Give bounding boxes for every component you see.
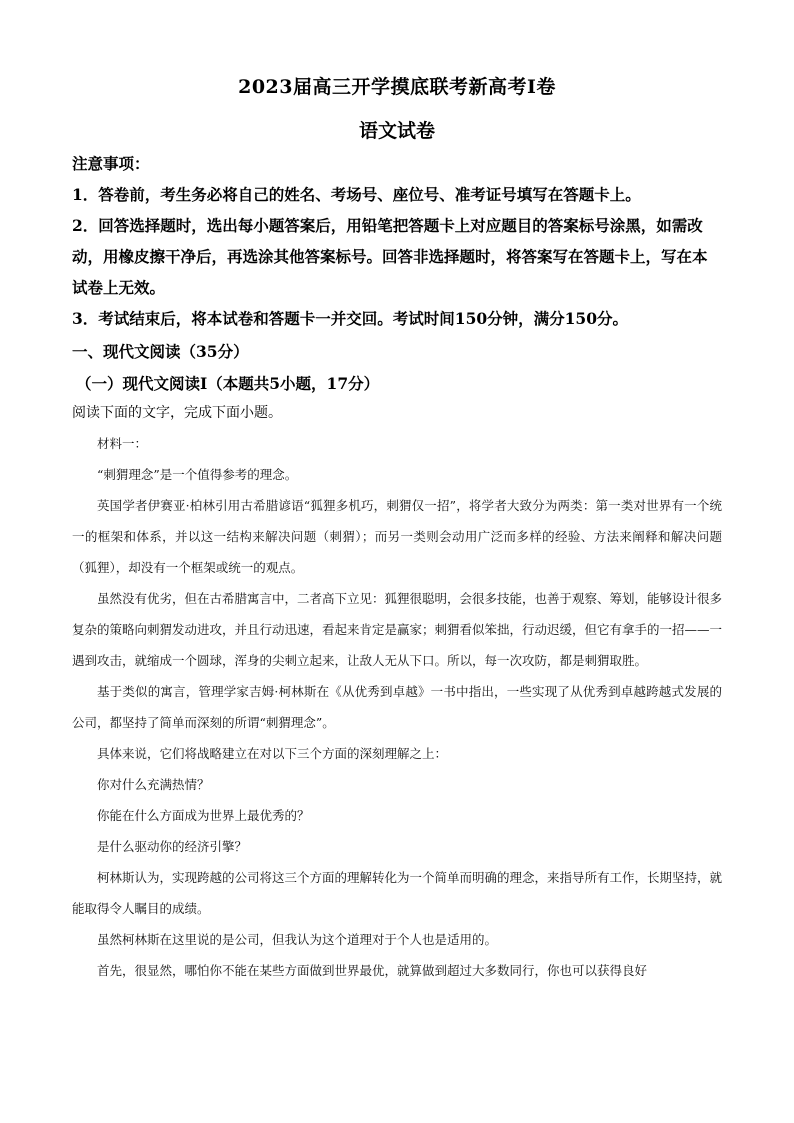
- passage-paragraph: 是什么驱动你的经济引擎？: [97, 839, 248, 854]
- passage-paragraph: 虽然没有优劣，但在古希腊寓言中，二者高下立见：狐狸很聪明，会很多技能，也善于观察、筹划，能够设计很多复杂的策略向刺猬发动进攻，并且行动迅速，看起来肯定是赢家；刺猬看似笨拙，行动迟缓，但它有拿手的一招——一遇到攻击，就缩成一个圆球，浑身的尖刺立起来，让敌人无从下口。所以，每一次攻防，都是刺猬取胜。: [72, 591, 723, 668]
- passage-paragraph: 柯林斯认为，实现跨越的公司将这三个方面的理解转化为一个简单而明确的理念，来指导所有工作，长期坚持，就能取得令人瞩目的成绩。: [72, 870, 723, 916]
- passage-paragraph: 材料一：: [97, 436, 148, 451]
- exam-title: 2023届高三开学摸底联考新高考Ⅰ卷: [238, 76, 556, 98]
- passage-paragraph: 你能在什么方面成为世界上最优秀的？: [97, 808, 310, 823]
- passage-paragraph: 虽然柯林斯在这里说的是公司，但我认为这个道理对于个人也是适用的。: [97, 932, 498, 947]
- reading-passage: [72, 428, 722, 986]
- passage-paragraph: “刺猬理念”是一个值得参考的理念。: [97, 467, 298, 482]
- reading-instruction: 阅读下面的文字，完成下面小题。: [72, 405, 282, 421]
- passage-paragraph: 英国学者伊赛亚·柏林引用古希腊谚语“狐狸多机巧，刺猬仅一招”，将学者大致分为两类：第一类对世界有一个统一的框架和体系，并以这一结构来解决问题（刺猬）；而另一类则会动用广泛而多样的经验、方法来阐释和解决问题（狐狸），却没有一个框架或统一的观点。: [72, 498, 722, 575]
- notes-item-2: 2．回答选择题时，选出每小题答案后，用铅笔把答题卡上对应题目的答案标号涂黑，如需改动，用橡皮擦干净后，再选涂其他答案标号。回答非选择题时，将答案写在答题卡上，写在本试卷上无效。: [72, 216, 708, 297]
- notes-block: [72, 148, 722, 334]
- section-heading: 一、现代文阅读（35分）: [72, 342, 249, 361]
- exam-subtitle: 语文试卷: [358, 120, 435, 142]
- notes-item-3: 3．考试结束后，将本试卷和答题卡一并交回。考试时间150分钟，满分150分。: [72, 309, 628, 328]
- notes-heading: 注意事项：: [72, 154, 150, 173]
- passage-paragraph: 首先，很显然，哪怕你不能在某些方面做到世界最优，就算做到超过大多数同行，你也可以获得良好: [97, 963, 648, 978]
- notes-item-1: 1．答卷前，考生务必将自己的姓名、考场号、座位号、准考证号填写在答题卡上。: [72, 185, 641, 204]
- passage-paragraph: 你对什么充满热情？: [97, 777, 210, 792]
- passage-paragraph: 具体来说，它们将战略建立在对以下三个方面的深刻理解之上：: [97, 746, 448, 761]
- subsection-heading: （一）现代文阅读Ⅰ（本题共5小题，17分）: [76, 374, 380, 393]
- passage-paragraph: 基于类似的寓言，管理学家吉姆·柯林斯在《从优秀到卓越》一书中指出，一些实现了从优秀到卓越跨越式发展的公司，都坚持了简单而深刻的所谓“刺猬理念”。: [72, 684, 722, 730]
